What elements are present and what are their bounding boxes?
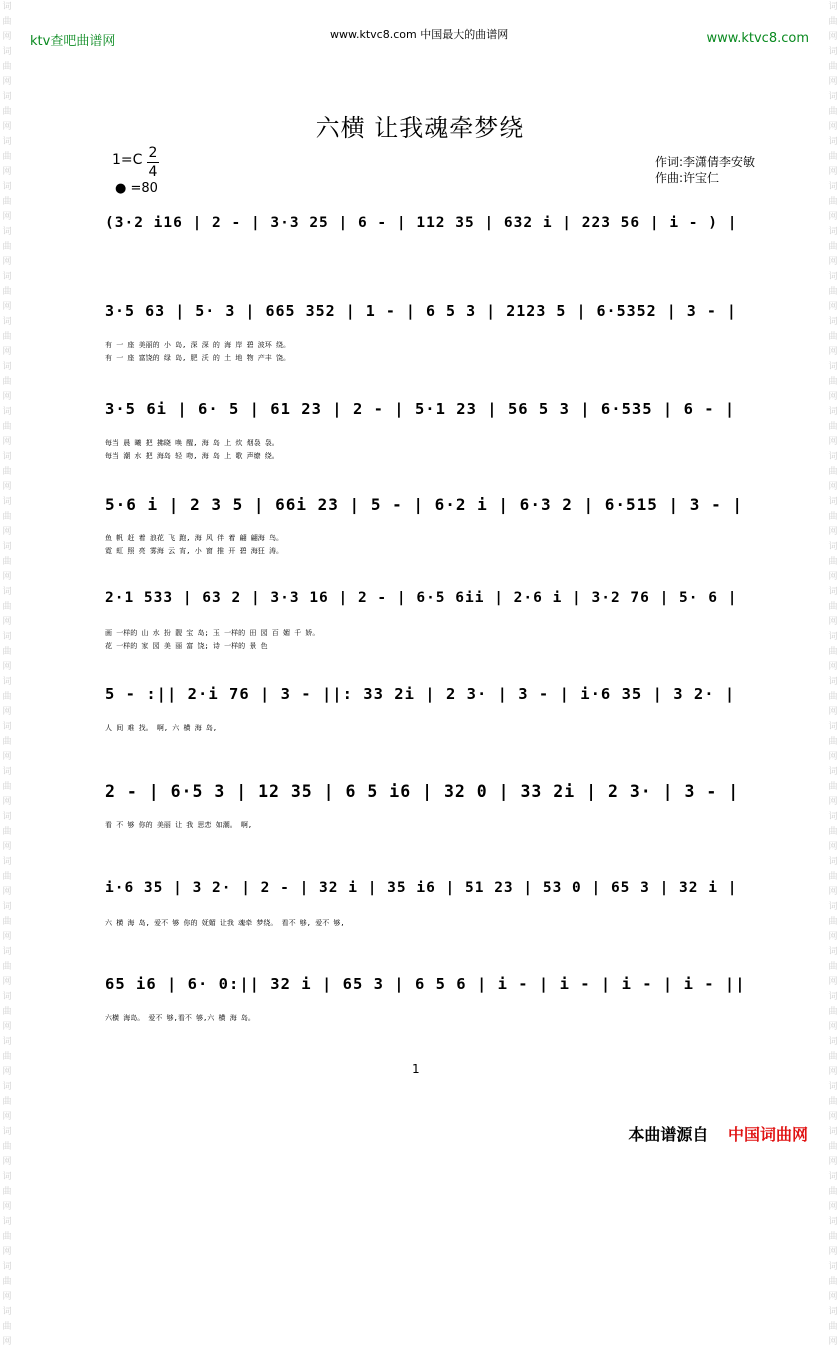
page-number: 1: [412, 1062, 420, 1076]
lyric-line: 画 一样的 山 水 扮 靓 宝 岛; 玉 一样的 田 园 百 媚 千 娇。: [105, 629, 320, 637]
time-signature: [146, 144, 160, 181]
lyric-line: 花 一样的 家 园 美 丽 富 饶; 诗 一样的 景 色: [105, 642, 268, 650]
lyric-line: 六横 海岛。 爱不 够,看不 够,六 横 海 岛。: [105, 1014, 255, 1022]
lyric-line: 鱼 帆 赶 着 浪花 飞 跑, 海 风 伴 着 翩 翩海 鸟。: [105, 534, 284, 542]
quarter-note-icon: ●: [115, 181, 127, 196]
header-left-link[interactable]: ktv查吧曲谱网: [30, 34, 116, 49]
time-signature-top: 2: [148, 145, 158, 161]
tempo-marking: [115, 181, 158, 196]
lyric-line: 每当 晨 曦 把 拂晓 唤 醒, 海 岛 上 炊 烟袅 袅。: [105, 439, 279, 447]
watermark-left: 词曲网词曲网词曲网词曲网词曲网词曲网词曲网词曲网词曲网词曲网词曲网词曲网词曲网词曲网词曲网词曲网词曲网词曲网词曲网词曲网词曲网词曲网词曲网词曲网词曲网词曲网词曲网词曲网词曲网词曲网: [2, 2, 12, 1347]
footer-site-link[interactable]: 中国词曲网: [727, 1125, 808, 1144]
lyric-line: 霓 虹 照 亮 雾海 云 宵, 小 窗 推 开 碧 海狂 涛。: [105, 547, 284, 555]
score-row: [105, 215, 755, 247]
notation-line: 5 - :|| 2·i 76 | 3 - ||: 33 2i | 2 3· | 3 - | i·6 35 | 3 2· |: [105, 685, 736, 703]
lyric-line: 看 不 够 你的 美丽 让 我 思恋 如潮。 啊,: [105, 821, 253, 829]
score-row: [105, 590, 755, 650]
lyric-line: 有 一 座 美丽的 小 岛, 深 深 的 海 岸 碧 波环 绕。: [105, 341, 291, 349]
score-row: [105, 975, 755, 1022]
composer-credit: 作曲:许宝仁: [655, 171, 720, 185]
notation-line: (3·2 i16 | 2 - | 3·3 25 | 6 - | 112 35 | 632 i | 223 56 | i - ) |: [105, 215, 738, 231]
lyric-line: 有 一 座 富饶的 绿 岛, 肥 沃 的 土 地 物 产丰 饶。: [105, 354, 291, 362]
score-row: [105, 685, 755, 732]
header-right-link[interactable]: www.ktvc8.com: [706, 31, 809, 46]
score-row: [105, 302, 755, 362]
tempo-value: =80: [130, 181, 158, 196]
notation-line: 2 - | 6·5 3 | 12 35 | 6 5 i6 | 32 0 | 33 2i | 2 3· | 3 - |: [105, 782, 740, 801]
score-row: [105, 880, 755, 927]
score-row: [105, 782, 755, 829]
footer-source-label: 本曲谱源自: [628, 1125, 709, 1144]
footer: [628, 1122, 808, 1145]
song-title: 六横 让我魂牵梦绕: [315, 114, 525, 142]
lyric-line: 每当 潮 水 把 海岛 轻 吻, 海 岛 上 歌 声缭 绕。: [105, 452, 279, 460]
header-center-text: www.ktvc8.com 中国最大的曲谱网: [330, 28, 509, 41]
notation-line: 2·1 533 | 63 2 | 3·3 16 | 2 - | 6·5 6ii | 2·6 i | 3·2 76 | 5· 6 |: [105, 590, 738, 606]
lyric-line: 六 横 海 岛, 爱不 够 你的 妩媚 让我 魂牵 梦绕。 看不 够, 爱不 够,: [105, 919, 345, 927]
score-row: [105, 400, 755, 460]
score-row: [105, 495, 755, 555]
watermark-right: 词曲网词曲网词曲网词曲网词曲网词曲网词曲网词曲网词曲网词曲网词曲网词曲网词曲网词曲网词曲网词曲网词曲网词曲网词曲网词曲网词曲网词曲网词曲网词曲网词曲网词曲网词曲网词曲网词曲网词曲网: [828, 2, 838, 1347]
notation-line: i·6 35 | 3 2· | 2 - | 32 i | 35 i6 | 51 23 | 53 0 | 65 3 | 32 i |: [105, 880, 738, 896]
notation-line: 3·5 6i | 6· 5 | 61 23 | 2 - | 5·1 23 | 56 5 3 | 6·535 | 6 - |: [105, 400, 736, 418]
notation-line: 65 i6 | 6· 0:|| 32 i | 65 3 | 6 5 6 | i - | i - | i - | i - ||: [105, 975, 746, 993]
key-signature: 1=C: [112, 152, 143, 168]
lyric-line: 人 间 难 找。 啊, 六 横 海 岛,: [105, 724, 218, 732]
lyricist-credit: 作词:李潇倩李安敏: [655, 155, 756, 169]
notation-line: 5·6 i | 2 3 5 | 66i 23 | 5 - | 6·2 i | 6·3 2 | 6·515 | 3 - |: [105, 495, 743, 514]
notation-line: 3·5 63 | 5· 3 | 665 352 | 1 - | 6 5 3 | 2123 5 | 6·5352 | 3 - |: [105, 302, 737, 320]
time-signature-bottom: 4: [148, 164, 158, 180]
